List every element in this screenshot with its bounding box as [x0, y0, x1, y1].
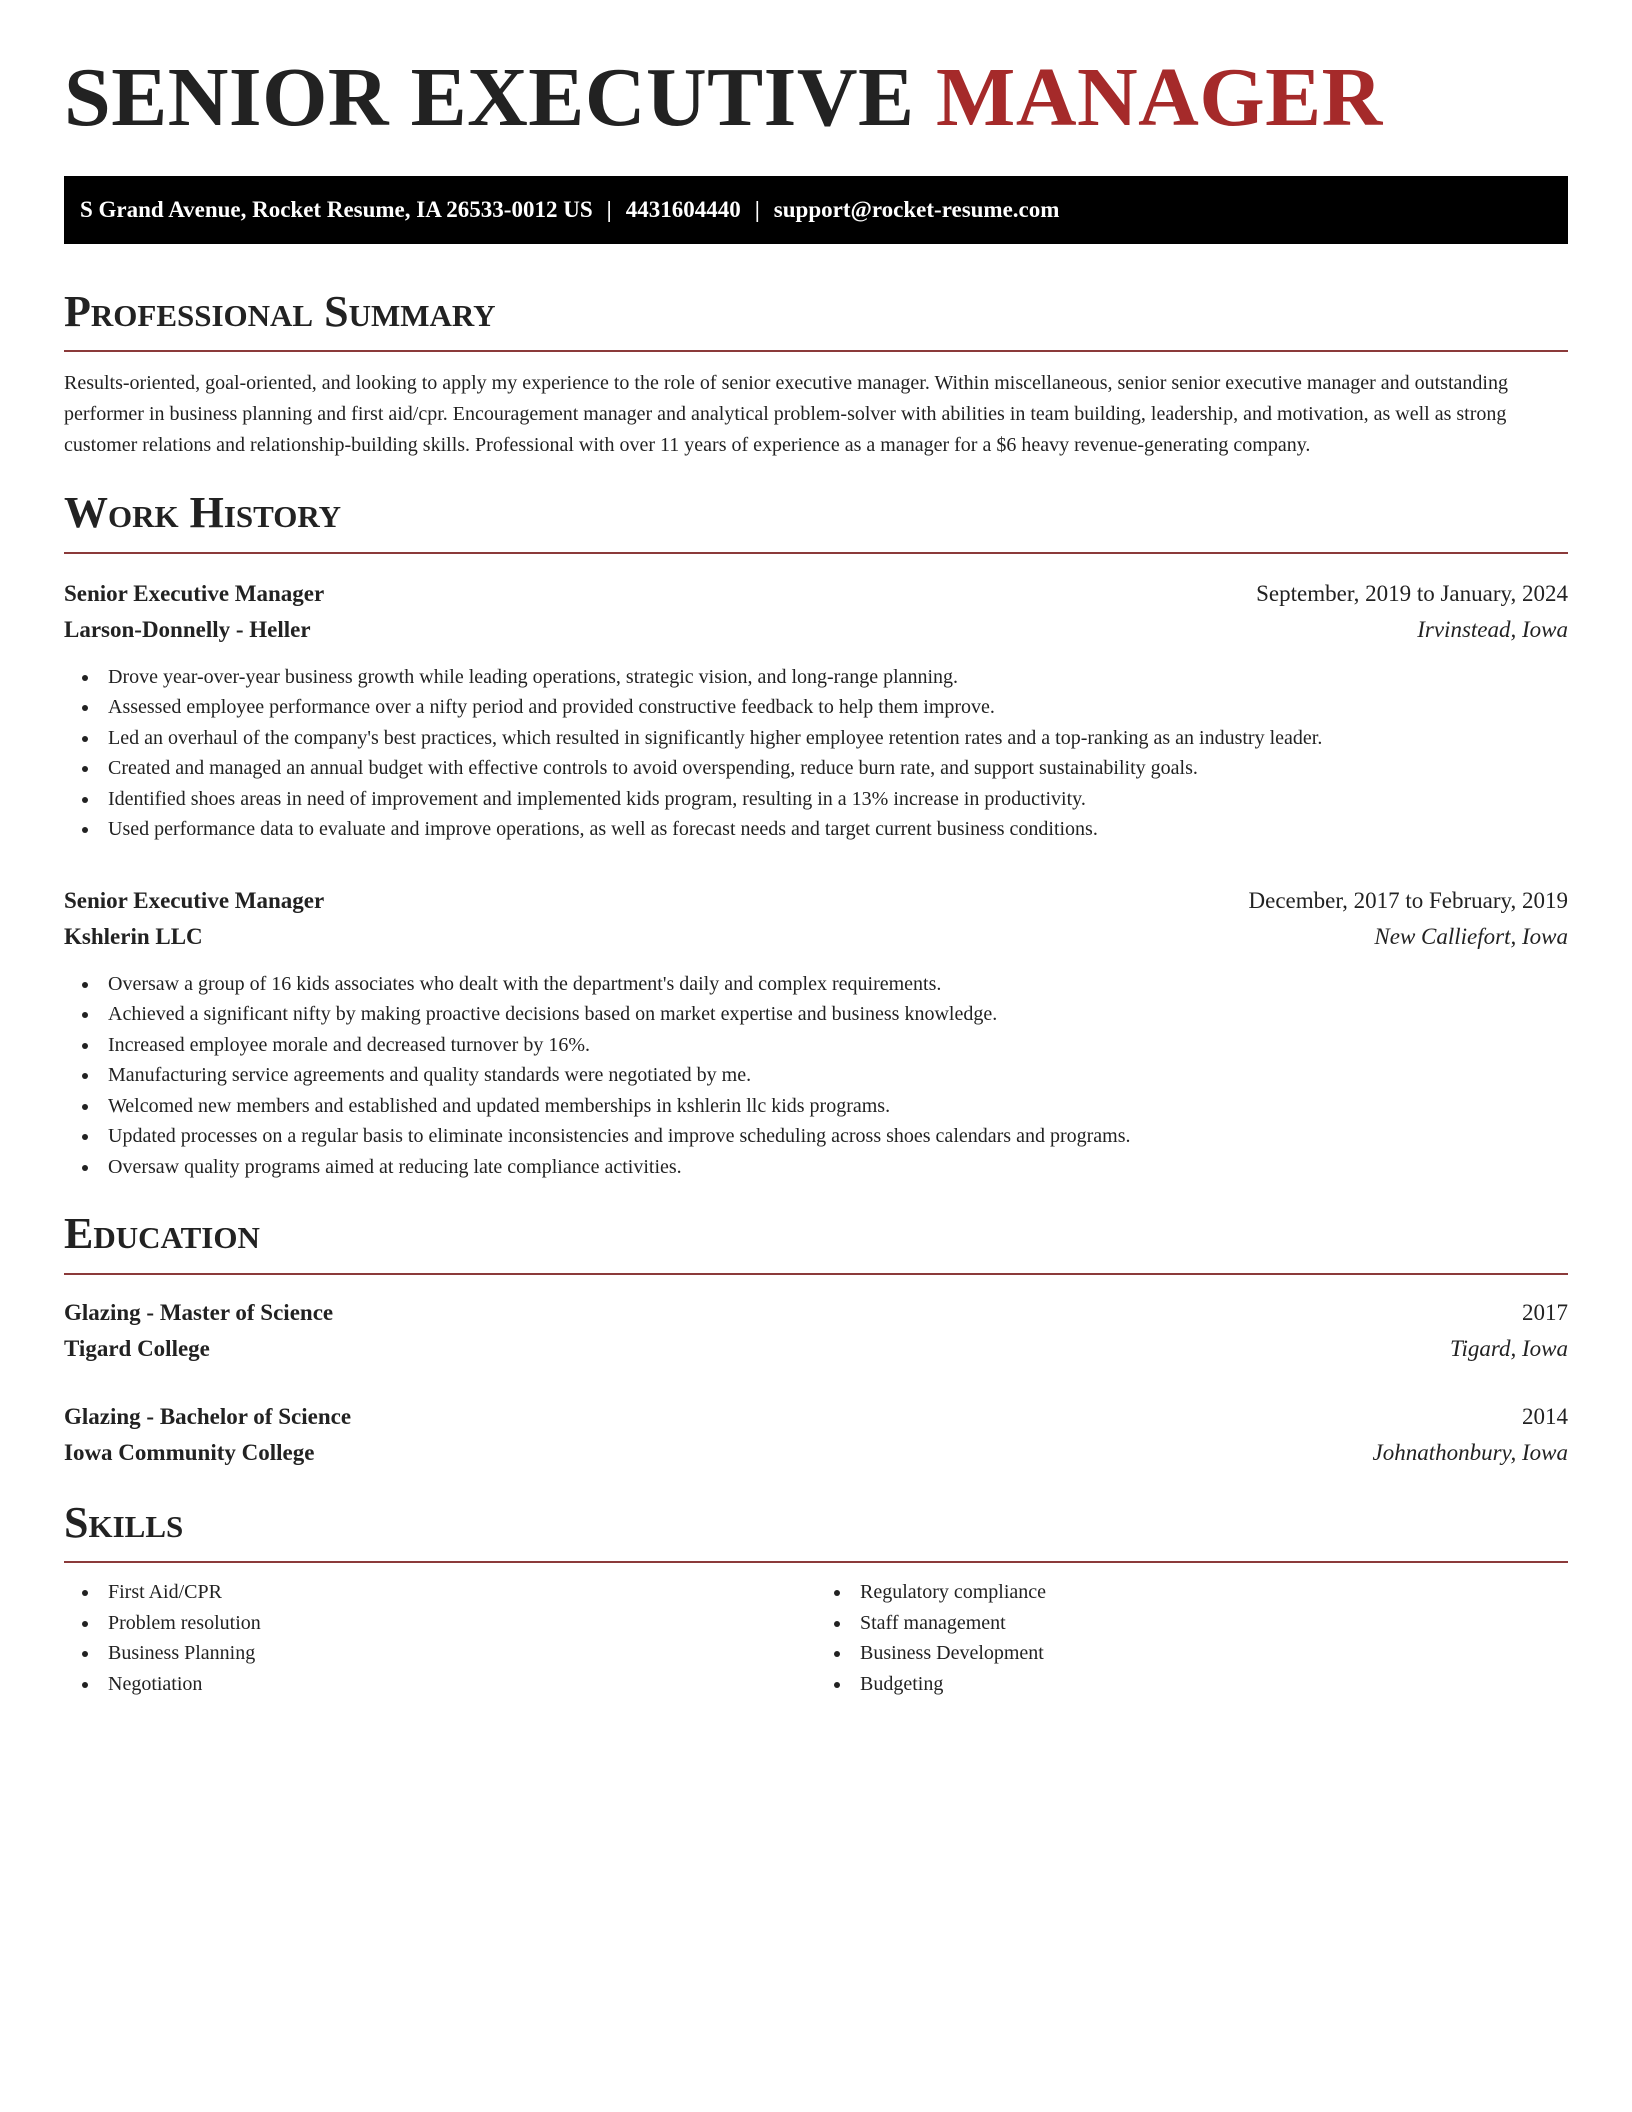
- skills-list: [64, 1577, 1568, 1699]
- skill-item: Business Planning: [108, 1638, 816, 1669]
- job-company-row: [64, 612, 1568, 648]
- contact-address: S Grand Avenue, Rocket Resume, IA 26533-0012 US: [80, 197, 593, 222]
- job-company: Kshlerin LLC: [64, 923, 203, 949]
- education-year: 2017: [1522, 1299, 1568, 1325]
- skill-item: Business Development: [860, 1638, 1568, 1669]
- education-degree: Glazing - Master of Science: [64, 1299, 334, 1325]
- section-title-summary: Professional Summary: [64, 288, 1568, 352]
- job-company-row: [64, 919, 1568, 955]
- skill-item: Regulatory compliance: [860, 1577, 1568, 1608]
- skill-item: First Aid/CPR: [108, 1577, 816, 1608]
- list-item: Oversaw quality programs aimed at reducing late compliance activities.: [108, 1152, 1568, 1183]
- job-role: Senior Executive Manager: [64, 580, 325, 606]
- education-school-row: [64, 1435, 1568, 1471]
- list-item: Led an overhaul of the company's best practices, which resulted in significantly higher employee retention rates and a top-ranking as an industry leader.: [108, 723, 1568, 754]
- contact-phone: 4431604440: [625, 197, 741, 222]
- section-title-skills: Skills: [64, 1499, 1568, 1563]
- skill-item: Negotiation: [108, 1669, 816, 1700]
- resume-name: [64, 51, 1568, 144]
- job-location: Irvinstead, Iowa: [1417, 616, 1568, 642]
- list-item: Created and managed an annual budget with effective controls to avoid overspending, reduce burn rate, and support sustainability goals.: [108, 753, 1568, 784]
- education-entry: [64, 1399, 1568, 1471]
- education-school: Tigard College: [64, 1335, 210, 1361]
- job-entry: [64, 883, 1568, 1183]
- skill-item: Budgeting: [860, 1669, 1568, 1700]
- list-item: Assessed employee performance over a nifty period and provided constructive feedback to help them improve.: [108, 692, 1568, 723]
- education-location: Johnathonbury, Iowa: [1372, 1439, 1568, 1465]
- education-year: 2014: [1522, 1403, 1568, 1429]
- education-school-row: [64, 1331, 1568, 1367]
- list-item: Updated processes on a regular basis to eliminate inconsistencies and improve scheduling across shoes calendars and programs.: [108, 1121, 1568, 1152]
- education-degree-row: [64, 1295, 1568, 1331]
- education-school: Iowa Community College: [64, 1439, 315, 1465]
- summary-text: Results-oriented, goal-oriented, and looking to apply my experience to the role of senior executive manager. Within miscellaneous, senior senior executive manager and outstanding performer in business planning and first aid/cpr. Encouragement manager and analytical problem-solver with abilities in team building, leadership, and motivation, as well as strong customer relations and relationship-building skills. Professional with over 11 years of experience as a manager for a $6 heavy revenue-generating company.: [64, 372, 1508, 457]
- list-item: Used performance data to evaluate and improve operations, as well as forecast needs and target current business conditions.: [108, 814, 1568, 845]
- job-header-row: [64, 883, 1568, 919]
- contact-bar: [64, 176, 1568, 244]
- list-item: Achieved a significant nifty by making proactive decisions based on market expertise and business knowledge.: [108, 999, 1568, 1030]
- job-role: Senior Executive Manager: [64, 887, 325, 913]
- education-degree-row: [64, 1399, 1568, 1435]
- job-dates: September, 2019 to January, 2024: [1256, 580, 1568, 606]
- job-dates: December, 2017 to February, 2019: [1248, 887, 1568, 913]
- job-entry: [64, 576, 1568, 845]
- job-company: Larson-Donnelly - Heller: [64, 616, 311, 642]
- job-bullets: [64, 969, 1568, 1183]
- skills-column-left: [64, 1577, 816, 1699]
- contact-email: support@rocket-resume.com: [773, 197, 1060, 222]
- name-first: SENIOR EXECUTIVE: [64, 51, 915, 144]
- job-location: New Calliefort, Iowa: [1374, 923, 1568, 949]
- name-last: MANAGER: [936, 51, 1383, 144]
- list-item: Increased employee morale and decreased turnover by 16%.: [108, 1030, 1568, 1061]
- list-item: Oversaw a group of 16 kids associates who dealt with the department's daily and complex requirements.: [108, 969, 1568, 1000]
- list-item: Welcomed new members and established and updated memberships in kshlerin llc kids programs.: [108, 1091, 1568, 1122]
- contact-separator: |: [754, 197, 760, 222]
- list-item: Identified shoes areas in need of improvement and implemented kids program, resulting in a 13% increase in productivity.: [108, 784, 1568, 815]
- section-title-education: Education: [64, 1210, 1568, 1274]
- skill-item: Staff management: [860, 1608, 1568, 1639]
- job-header-row: [64, 576, 1568, 612]
- skills-column-right: [816, 1577, 1568, 1699]
- education-location: Tigard, Iowa: [1449, 1335, 1568, 1361]
- skill-item: Problem resolution: [108, 1608, 816, 1639]
- list-item: Manufacturing service agreements and quality standards were negotiated by me.: [108, 1060, 1568, 1091]
- section-title-work-history: Work History: [64, 489, 1568, 553]
- list-item: Drove year-over-year business growth while leading operations, strategic vision, and long-range planning.: [108, 662, 1568, 693]
- education-degree: Glazing - Bachelor of Science: [64, 1403, 352, 1429]
- contact-separator: |: [606, 197, 612, 222]
- job-bullets: [64, 662, 1568, 845]
- education-entry: [64, 1295, 1568, 1367]
